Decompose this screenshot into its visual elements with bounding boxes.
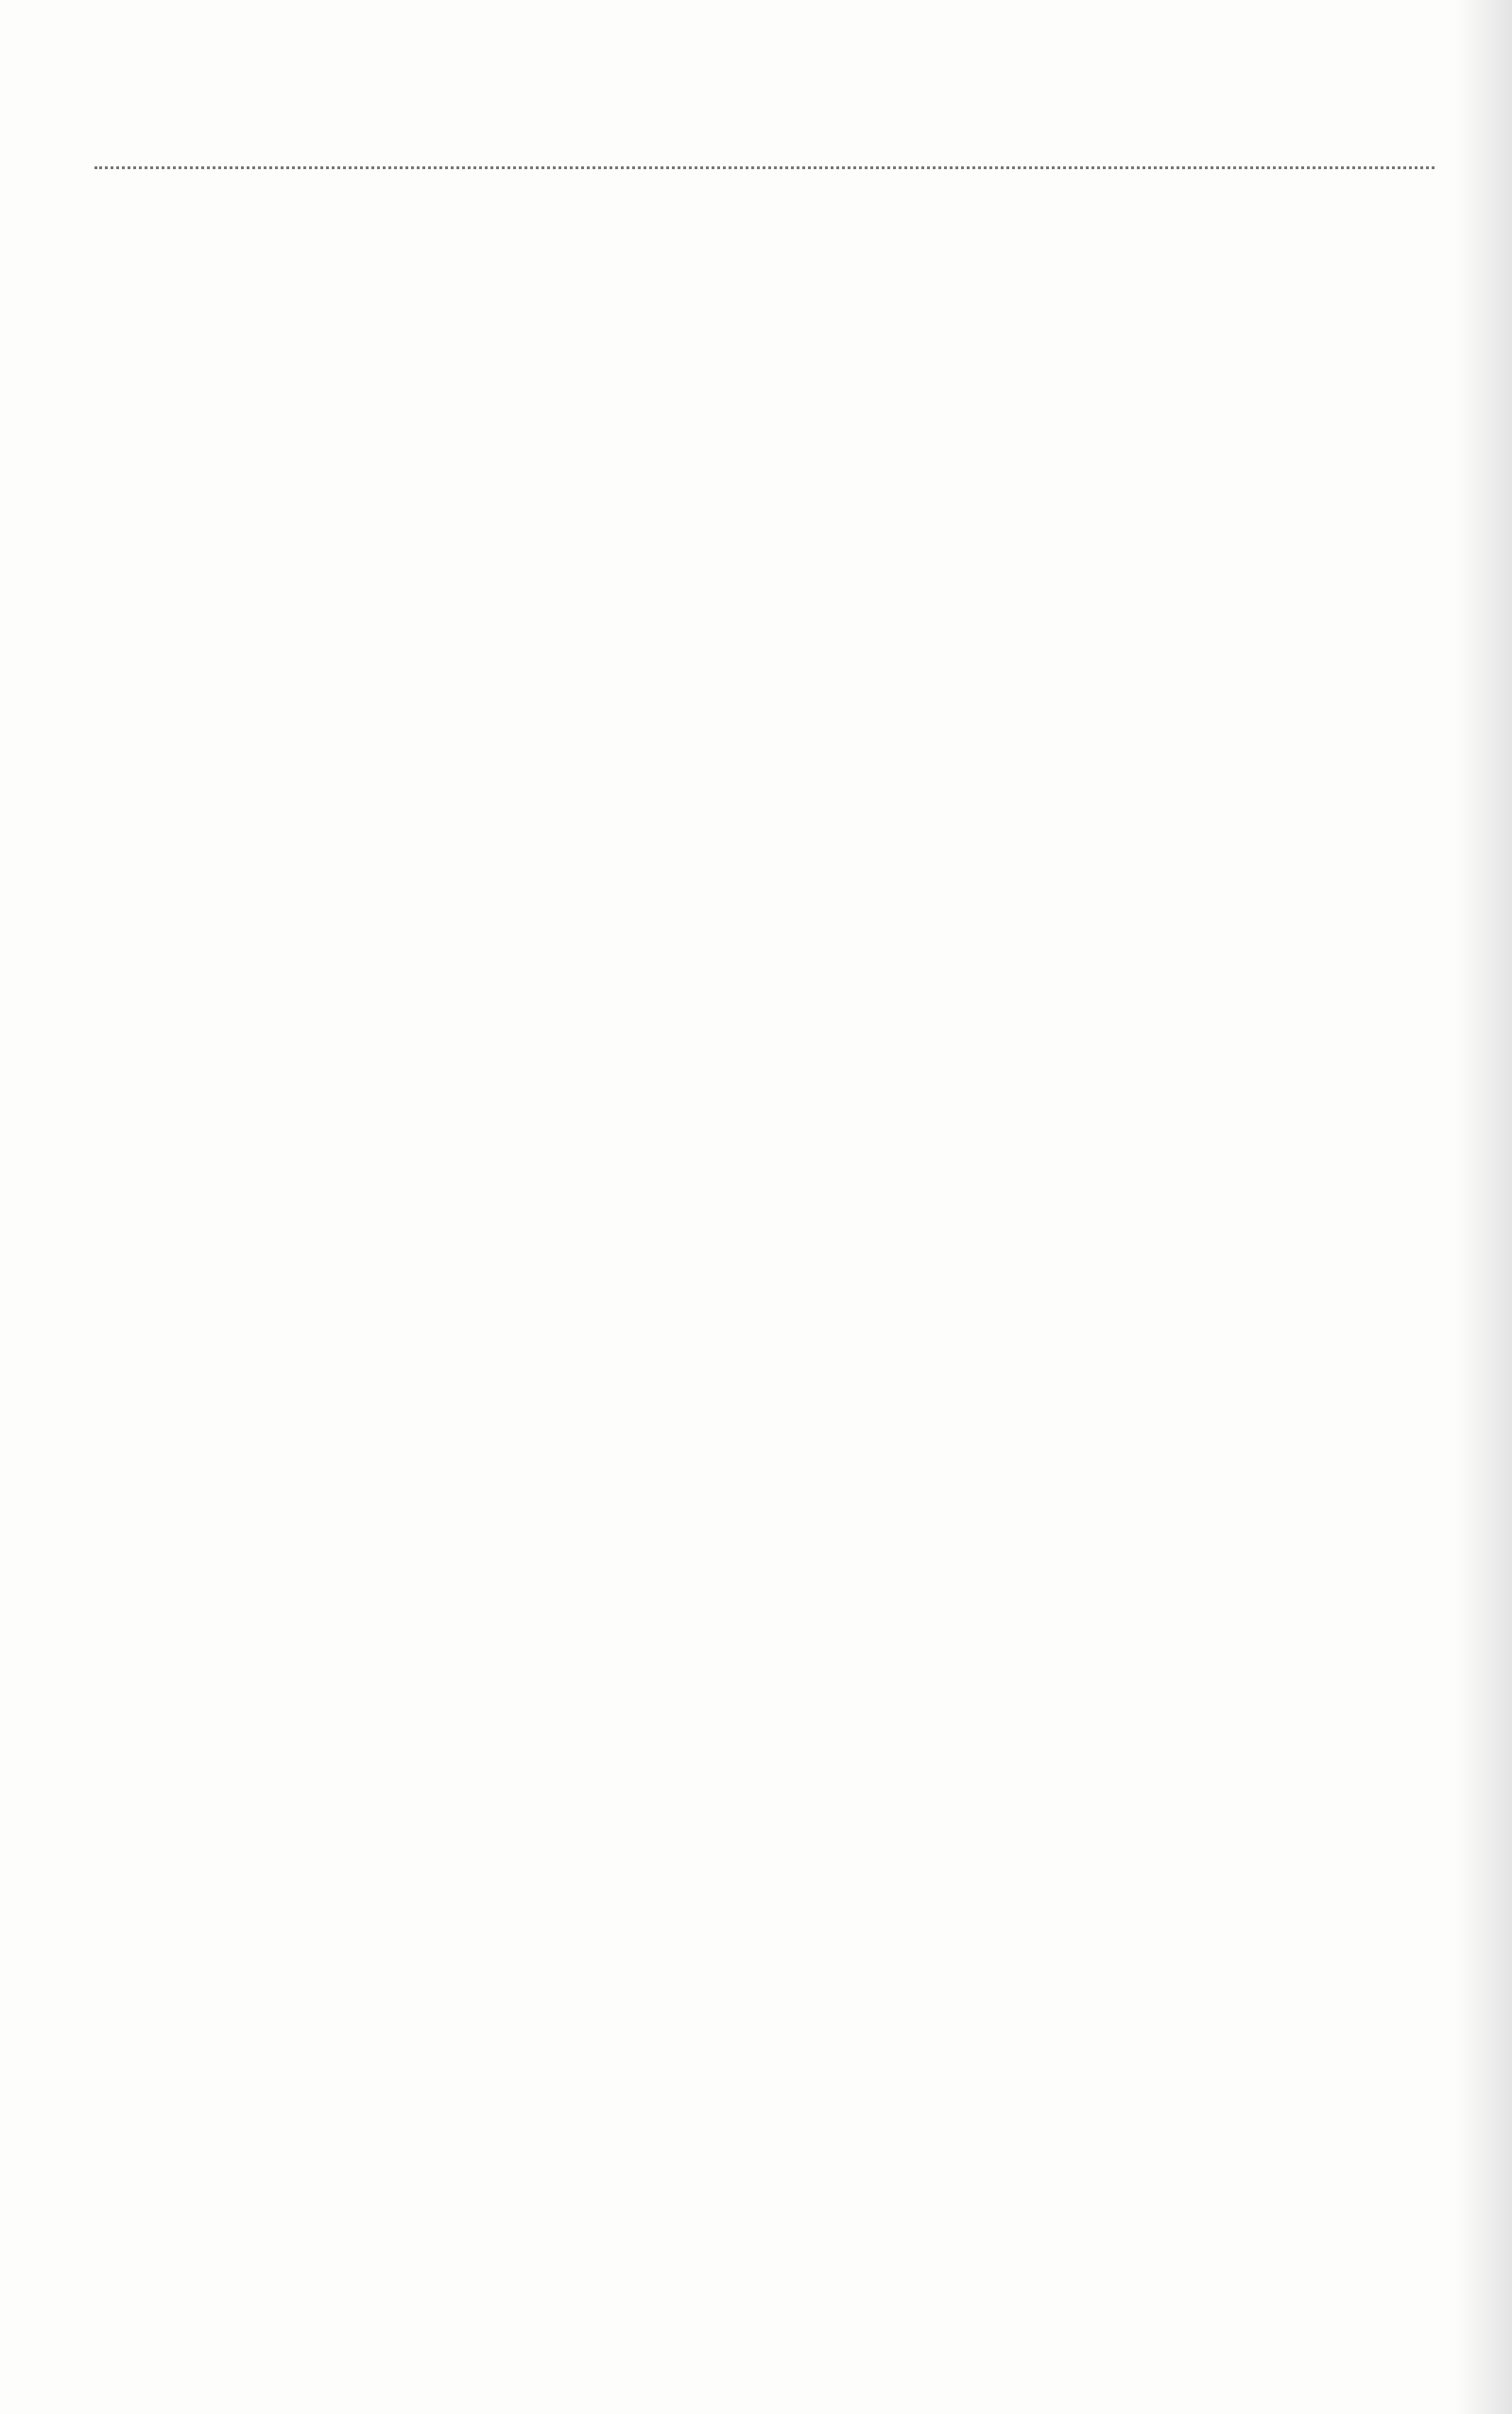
page-edge-shadow — [1455, 0, 1512, 2414]
header-rule — [94, 166, 1435, 169]
